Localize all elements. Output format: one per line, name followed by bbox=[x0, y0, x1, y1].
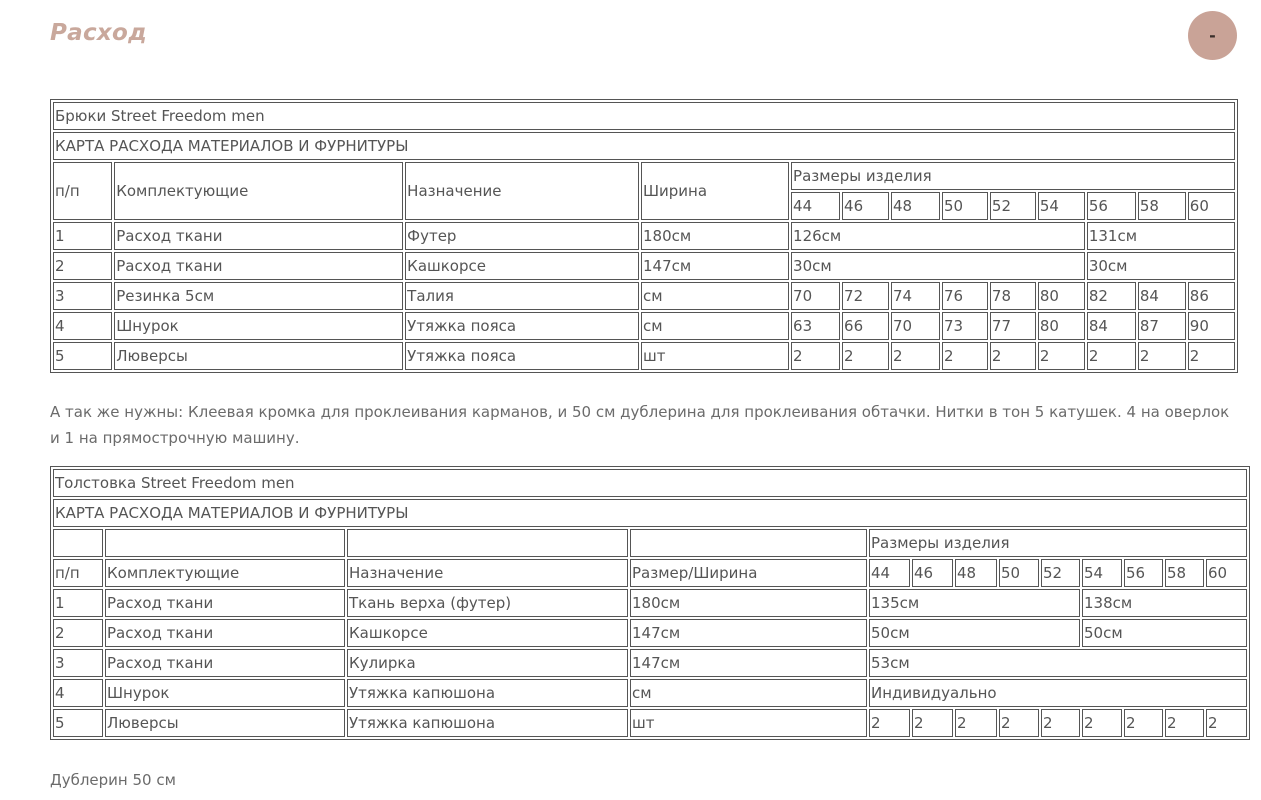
size-cell: 58 bbox=[1138, 192, 1186, 220]
size-value: 2 bbox=[1206, 709, 1247, 737]
row-num: 3 bbox=[53, 649, 103, 677]
row-consumption-all: Индивидуально bbox=[869, 679, 1247, 707]
size-cell: 54 bbox=[1082, 559, 1122, 587]
empty-cell bbox=[105, 529, 345, 557]
table-row bbox=[53, 559, 1247, 587]
hoodie-materials-table bbox=[50, 466, 1250, 740]
row-consumption-group-a: 126см bbox=[791, 222, 1085, 250]
row-num: 5 bbox=[53, 709, 103, 737]
size-value: 2 bbox=[1165, 709, 1204, 737]
header-component: Комплектующие bbox=[105, 559, 345, 587]
row-width: 180см bbox=[641, 222, 789, 250]
table-row bbox=[53, 589, 1247, 617]
size-value: 2 bbox=[1038, 342, 1085, 370]
size-value: 2 bbox=[1188, 342, 1235, 370]
row-num: 5 bbox=[53, 342, 112, 370]
table-row bbox=[53, 529, 1247, 557]
size-cell: 50 bbox=[999, 559, 1039, 587]
trousers-note: А так же нужны: Клеевая кромка для проклеивания карманов, и 50 см дублерина для проклеивания обтачки. Нитки в тон 5 катушек. 4 на оверлок и 1 на прямострочную машину. bbox=[50, 403, 1230, 447]
table-row bbox=[53, 679, 1247, 707]
row-component: Шнурок bbox=[105, 679, 345, 707]
size-cell: 58 bbox=[1165, 559, 1204, 587]
row-num: 2 bbox=[53, 619, 103, 647]
row-consumption-group-a: 50см bbox=[869, 619, 1080, 647]
row-consumption-all: 53см bbox=[869, 649, 1247, 677]
row-width: см bbox=[641, 282, 789, 310]
row-purpose: Утяжка пояса bbox=[405, 312, 639, 340]
row-width: 147см bbox=[630, 649, 867, 677]
row-component: Люверсы bbox=[105, 709, 345, 737]
table-row bbox=[53, 312, 1235, 340]
size-value: 2 bbox=[1087, 342, 1136, 370]
row-width: см bbox=[630, 679, 867, 707]
size-value: 70 bbox=[891, 312, 940, 340]
size-value: 2 bbox=[912, 709, 953, 737]
size-value: 2 bbox=[1041, 709, 1080, 737]
size-value: 63 bbox=[791, 312, 840, 340]
size-value: 73 bbox=[942, 312, 988, 340]
row-num: 2 bbox=[53, 252, 112, 280]
row-purpose: Кашкорсе bbox=[347, 619, 628, 647]
row-component: Резинка 5см bbox=[114, 282, 403, 310]
card-title: КАРТА РАСХОДА МАТЕРИАЛОВ И ФУРНИТУРЫ bbox=[53, 132, 1235, 160]
size-cell: 52 bbox=[1041, 559, 1080, 587]
size-value: 78 bbox=[990, 282, 1036, 310]
size-cell: 46 bbox=[842, 192, 889, 220]
row-component: Люверсы bbox=[114, 342, 403, 370]
size-value: 2 bbox=[842, 342, 889, 370]
row-consumption-group-b: 131см bbox=[1087, 222, 1235, 250]
empty-cell bbox=[53, 529, 103, 557]
size-value: 80 bbox=[1038, 282, 1085, 310]
size-value: 84 bbox=[1087, 312, 1136, 340]
collapse-button[interactable]: - bbox=[1188, 11, 1237, 60]
size-value: 76 bbox=[942, 282, 988, 310]
empty-cell bbox=[630, 529, 867, 557]
size-cell: 60 bbox=[1188, 192, 1235, 220]
header-num: п/п bbox=[53, 559, 103, 587]
table-row bbox=[53, 619, 1247, 647]
size-cell: 46 bbox=[912, 559, 953, 587]
row-purpose: Кашкорсе bbox=[405, 252, 639, 280]
header-width: Размер/Ширина bbox=[630, 559, 867, 587]
row-num: 3 bbox=[53, 282, 112, 310]
empty-cell bbox=[347, 529, 628, 557]
row-width: 147см bbox=[641, 252, 789, 280]
header-purpose: Назначение bbox=[405, 162, 639, 220]
header-sizes: Размеры изделия bbox=[869, 529, 1247, 557]
row-purpose: Утяжка капюшона bbox=[347, 679, 628, 707]
size-value: 2 bbox=[955, 709, 997, 737]
row-consumption-group-b: 30см bbox=[1087, 252, 1235, 280]
table-row bbox=[53, 709, 1247, 737]
size-value: 66 bbox=[842, 312, 889, 340]
row-consumption-group-b: 50см bbox=[1082, 619, 1247, 647]
row-num: 4 bbox=[53, 312, 112, 340]
hoodie-note: Дублерин 50 см bbox=[50, 771, 176, 789]
size-cell: 44 bbox=[791, 192, 840, 220]
size-cell: 44 bbox=[869, 559, 910, 587]
row-width: см bbox=[641, 312, 789, 340]
row-purpose: Футер bbox=[405, 222, 639, 250]
size-value: 2 bbox=[791, 342, 840, 370]
row-component: Расход ткани bbox=[105, 649, 345, 677]
product-title: Брюки Street Freedom men bbox=[53, 102, 1235, 130]
trousers-materials-table bbox=[50, 99, 1238, 373]
header-sizes: Размеры изделия bbox=[791, 162, 1235, 190]
size-value: 2 bbox=[1124, 709, 1163, 737]
row-purpose: Талия bbox=[405, 282, 639, 310]
size-value: 72 bbox=[842, 282, 889, 310]
size-value: 86 bbox=[1188, 282, 1235, 310]
header-num: п/п bbox=[53, 162, 112, 220]
size-value: 74 bbox=[891, 282, 940, 310]
size-value: 2 bbox=[1082, 709, 1122, 737]
row-width: 147см bbox=[630, 619, 867, 647]
table-row bbox=[53, 649, 1247, 677]
size-value: 2 bbox=[891, 342, 940, 370]
table-row bbox=[53, 342, 1235, 370]
table-row bbox=[53, 282, 1235, 310]
size-cell: 54 bbox=[1038, 192, 1085, 220]
size-value: 77 bbox=[990, 312, 1036, 340]
row-num: 4 bbox=[53, 679, 103, 707]
size-cell: 56 bbox=[1124, 559, 1163, 587]
size-value: 90 bbox=[1188, 312, 1235, 340]
size-value: 2 bbox=[1138, 342, 1186, 370]
size-value: 2 bbox=[999, 709, 1039, 737]
size-value: 2 bbox=[990, 342, 1036, 370]
header-component: Комплектующие bbox=[114, 162, 403, 220]
row-width: 180см bbox=[630, 589, 867, 617]
table-row bbox=[53, 222, 1235, 250]
row-purpose: Утяжка пояса bbox=[405, 342, 639, 370]
row-purpose: Ткань верха (футер) bbox=[347, 589, 628, 617]
row-width: шт bbox=[641, 342, 789, 370]
row-purpose: Кулирка bbox=[347, 649, 628, 677]
size-cell: 48 bbox=[891, 192, 940, 220]
row-num: 1 bbox=[53, 589, 103, 617]
section-title: Расход bbox=[50, 20, 148, 46]
row-consumption-group-a: 135см bbox=[869, 589, 1080, 617]
row-consumption-group-a: 30см bbox=[791, 252, 1085, 280]
size-cell: 56 bbox=[1087, 192, 1136, 220]
row-component: Расход ткани bbox=[105, 619, 345, 647]
row-component: Расход ткани bbox=[105, 589, 345, 617]
row-purpose: Утяжка капюшона bbox=[347, 709, 628, 737]
card-title: КАРТА РАСХОДА МАТЕРИАЛОВ И ФУРНИТУРЫ bbox=[53, 499, 1247, 527]
size-value: 2 bbox=[869, 709, 910, 737]
row-component: Расход ткани bbox=[114, 252, 403, 280]
product-title: Толстовка Street Freedom men bbox=[53, 469, 1247, 497]
size-cell: 52 bbox=[990, 192, 1036, 220]
size-value: 84 bbox=[1138, 282, 1186, 310]
row-width: шт bbox=[630, 709, 867, 737]
size-cell: 60 bbox=[1206, 559, 1247, 587]
row-num: 1 bbox=[53, 222, 112, 250]
row-component: Шнурок bbox=[114, 312, 403, 340]
size-value: 82 bbox=[1087, 282, 1136, 310]
size-value: 87 bbox=[1138, 312, 1186, 340]
size-cell: 48 bbox=[955, 559, 997, 587]
size-cell: 50 bbox=[942, 192, 988, 220]
size-value: 70 bbox=[791, 282, 840, 310]
header-purpose: Назначение bbox=[347, 559, 628, 587]
header-width: Ширина bbox=[641, 162, 789, 220]
row-component: Расход ткани bbox=[114, 222, 403, 250]
row-consumption-group-b: 138см bbox=[1082, 589, 1247, 617]
size-value: 2 bbox=[942, 342, 988, 370]
table-row bbox=[53, 252, 1235, 280]
size-value: 80 bbox=[1038, 312, 1085, 340]
